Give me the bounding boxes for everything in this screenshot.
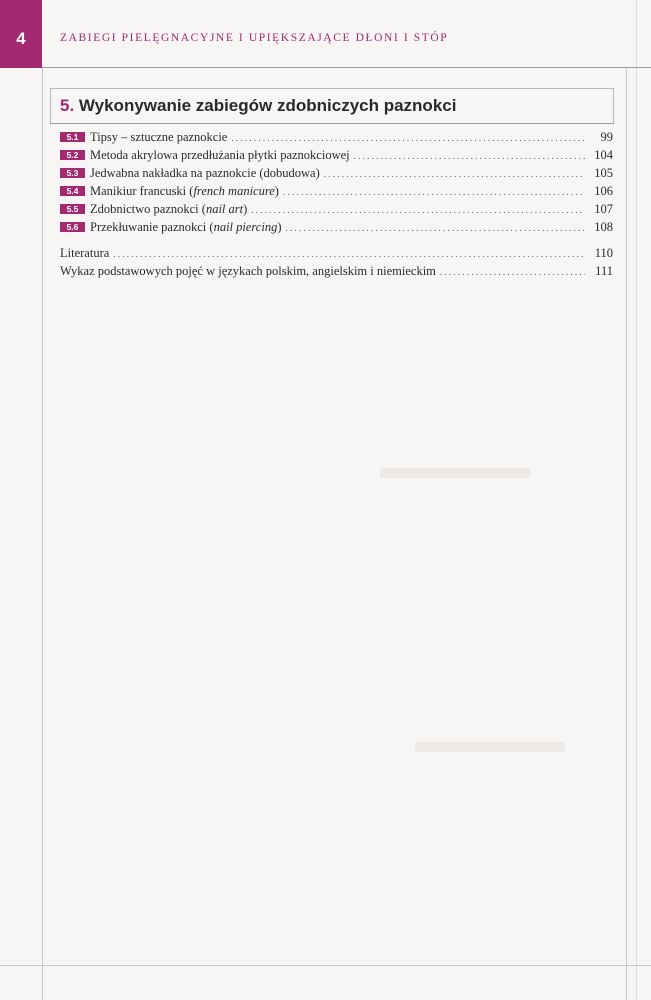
leader-dots [231,128,585,147]
subsection-badge: 5.6 [60,222,85,232]
leader-dots [251,200,585,219]
leader-dots [354,146,585,165]
subsection-badge: 5.3 [60,168,85,178]
toc-page-number: 104 [594,148,613,162]
subsection-badge: 5.2 [60,150,85,160]
page-number: 4 [0,0,42,68]
toc-page-number: 108 [594,220,613,234]
toc-page-number: 105 [594,166,613,180]
subsection-badge: 5.5 [60,204,85,214]
toc-entry-title: Manikiur francuski (french manicure) [90,184,279,198]
section-divider [50,123,613,124]
toc-entry[interactable] [60,218,613,236]
toc-entry-title: Przekłuwanie paznokci (nail piercing) [90,220,282,234]
leader-dots [440,262,585,281]
section-number: 5. [60,96,75,115]
table-of-contents [60,128,613,280]
toc-page-number: 110 [594,246,613,260]
toc-page-number: 106 [594,184,613,198]
toc-page-number: 99 [600,130,613,144]
toc-entry-title: Metoda akrylowa przedłużania płytki paznokciowej [90,148,350,162]
leader-dots [113,244,585,263]
toc-entry-title: Literatura [60,246,110,260]
section-title: Wykonywanie zabiegów zdobniczych paznokci [74,96,457,115]
toc-entry[interactable] [60,164,613,182]
subsection-badge: 5.1 [60,132,85,142]
header-divider [42,67,651,68]
toc-page-number: 111 [595,264,613,278]
running-header: ZABIEGI PIELĘGNACYJNE I UPIĘKSZAJĄCE DŁONI I STÓP [60,32,449,44]
subsection-badge: 5.4 [60,186,85,196]
leader-dots [324,164,585,183]
toc-entry-glossary[interactable] [60,262,613,280]
toc-entry-title: Wykaz podstawowych pojęć w językach polskim, angielskim i niemieckim [60,264,436,278]
toc-page-number: 107 [594,202,613,216]
section-heading [60,96,456,116]
toc-entry-literature[interactable] [60,244,613,262]
leader-dots [286,218,586,237]
toc-entry[interactable] [60,182,613,200]
toc-entry-title: Tipsy – sztuczne paznokcie [90,130,228,144]
leader-dots [283,182,585,201]
toc-entry-title: Jedwabna nakładka na paznokcie (dobudowa) [90,166,320,180]
toc-entry-title: Zdobnictwo paznokci (nail art) [90,202,248,216]
toc-entry[interactable] [60,128,613,146]
toc-entry[interactable] [60,200,613,218]
toc-entry[interactable] [60,146,613,164]
